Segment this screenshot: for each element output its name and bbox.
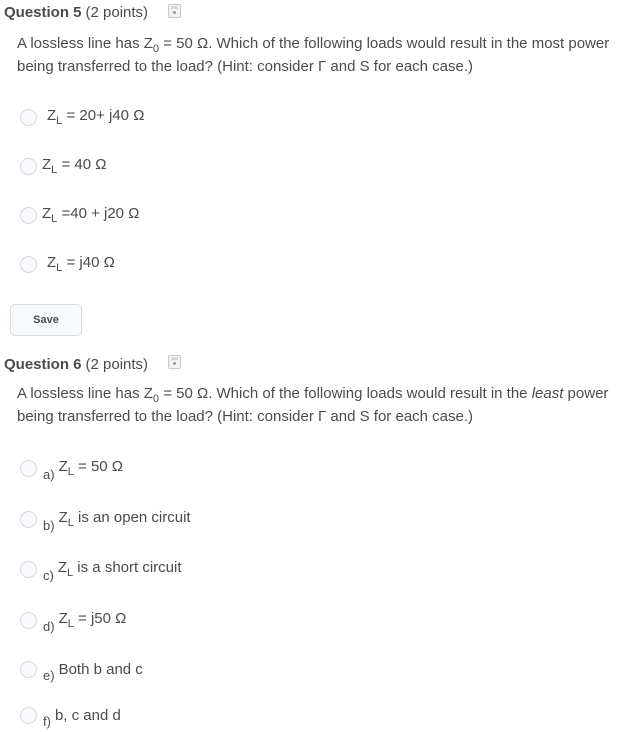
radio-button[interactable]: [20, 109, 37, 126]
radio-button[interactable]: [20, 460, 37, 477]
text-part: A lossless line has Z: [17, 35, 153, 52]
option-letter: c): [43, 567, 54, 583]
save-status-icon: [168, 4, 181, 18]
text-part: A lossless line has Z: [17, 385, 153, 402]
q6-option-f[interactable]: [20, 707, 121, 729]
radio-button[interactable]: [20, 612, 37, 629]
option-label: $Z_L = j40$ Ω: [47, 254, 115, 274]
save-status-icon: [168, 355, 181, 369]
text-part: = 50 Ω. Which of the following loads would result in the most power being transferred to the load? (Hint: consider Γ and S for each case.): [17, 35, 610, 75]
radio-button[interactable]: [20, 256, 37, 273]
radio-button[interactable]: [20, 207, 37, 224]
option-label: $Z_L =40 + j20$ Ω: [42, 205, 140, 225]
option-label: Both b and c: [58, 661, 143, 678]
question-title: Question 5: [4, 4, 82, 21]
radio-button[interactable]: [20, 707, 37, 724]
option-letter: e): [43, 668, 55, 683]
question-points: (2 points): [85, 4, 149, 21]
text-part: = 50 Ω. Which of the following loads would result in the: [159, 385, 532, 402]
radio-button[interactable]: [20, 561, 37, 578]
q5-option-1[interactable]: [20, 107, 144, 127]
question-5-header: [4, 4, 148, 21]
text-part: power being transferred to the load? (Hint: consider Γ and S for each case.): [17, 385, 609, 425]
q6-option-c[interactable]: [20, 559, 182, 583]
question-5-text: [17, 32, 627, 78]
option-label: $Z_L$ is a short circuit: [57, 559, 182, 579]
q6-option-a[interactable]: [20, 458, 124, 482]
q5-option-2[interactable]: [20, 156, 106, 176]
option-label: $Z_L$ is an open circuit: [58, 509, 191, 529]
radio-button[interactable]: [20, 511, 37, 528]
option-label: $Z_L = j50$ Ω: [58, 610, 127, 630]
q5-option-4[interactable]: [20, 254, 115, 274]
option-label: b, c and d: [54, 707, 121, 724]
question-6-header: [4, 356, 148, 373]
option-letter: a): [43, 466, 55, 482]
question-6-text: [17, 382, 627, 428]
q6-option-b[interactable]: [20, 509, 191, 533]
q6-option-e[interactable]: [20, 661, 143, 683]
question-title: Question 6: [4, 356, 82, 373]
save-button[interactable]: Save: [10, 304, 82, 336]
q6-option-d[interactable]: [20, 610, 127, 634]
subscript: 0: [152, 43, 160, 55]
subscript: 0: [152, 393, 160, 405]
option-letter: d): [43, 618, 55, 634]
option-label: $Z_L = 50$ Ω: [58, 458, 124, 478]
option-letter: b): [43, 517, 55, 533]
option-letter: f): [43, 714, 51, 729]
option-label: $Z_L = 40$ Ω: [42, 156, 107, 176]
radio-button[interactable]: [20, 158, 37, 175]
option-label: $Z_L = 20+ j40$ Ω: [47, 107, 145, 127]
emphasis: least: [531, 385, 564, 402]
q5-option-3[interactable]: [20, 205, 139, 225]
question-points: (2 points): [85, 356, 149, 373]
radio-button[interactable]: [20, 661, 37, 678]
